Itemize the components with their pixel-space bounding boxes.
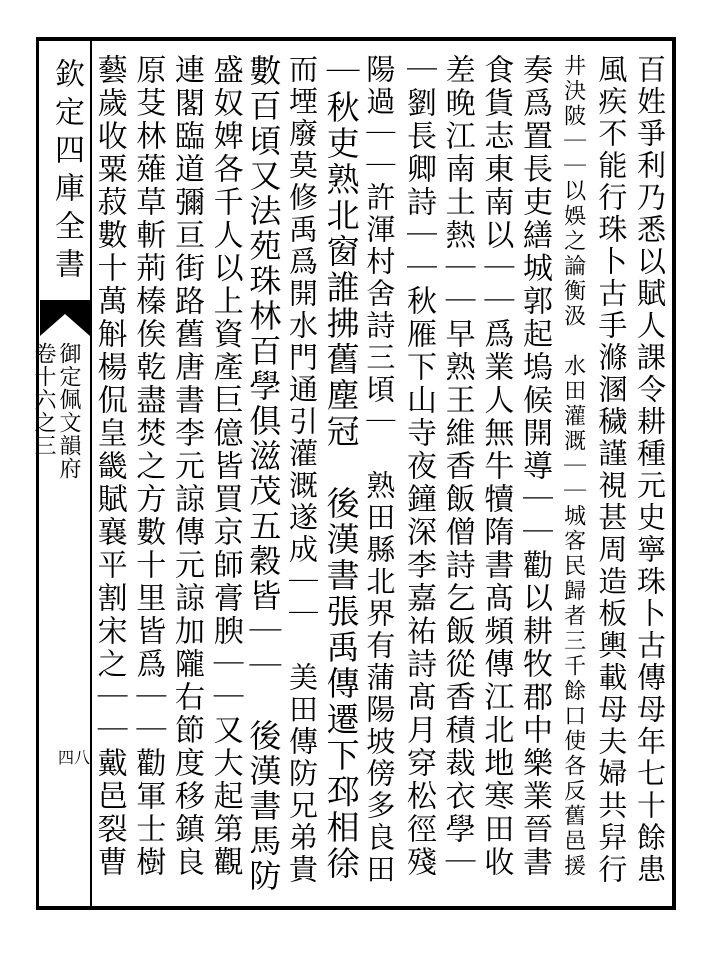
text-column: 連閣臨道彌亘街路舊唐書李元諒傳元諒加隴右節度移鎮良 [168, 54, 204, 879]
text-column: ｜秋吏熟北窗誰拂舊塵冠 後漢書張禹傳遷下邳相徐 [321, 54, 361, 882]
page-number: 四八 [58, 748, 91, 767]
book-title: 御定佩文韻府 [56, 342, 81, 480]
bottom-border [36, 906, 676, 910]
text-column: 原芟林薙草斬荊榛俟乾盡焚之方數十里皆爲｜｜勸軍士樹 [130, 54, 166, 879]
text-column: 井決陂｜｜以娛之論衡汲 水田灌溉｜｜城客民歸者三千餘口使各反舊邑援 [560, 54, 586, 879]
right-border [672, 37, 676, 910]
text-column: 數百頃又法苑珠林百學俱滋茂五穀皆｜｜ 後漢書馬防 [244, 54, 283, 894]
text-column: 而堙廢莫修禹爲開水門通引灌溉遂成｜｜ 美田傳防兄弟貴 [284, 54, 319, 886]
fishtail-mark-icon [40, 300, 90, 336]
left-border [36, 37, 39, 910]
book-title-margin [55, 342, 81, 480]
volume-label-margin [30, 342, 56, 457]
volume-label: 卷十六之三 [31, 342, 56, 457]
text-column: 奏爲置長吏繕城郭起塢候開導｜｜勸以耕牧郡中樂業晉書 [516, 54, 552, 879]
text-column: 藝歲收粟菽數十萬斛楊侃皇畿賦襄平割宋之｜｜戴邑裂曹 [91, 54, 127, 879]
text-column: 風疾不能行珠卜古手滌溷穢謹視甚周造板輿載母夫婦共舁行 [594, 54, 629, 886]
text-column: 食貨志東南以｜｜爲業人無牛犢隋書髙頻傳江北地寒田收 [478, 54, 514, 879]
top-border [36, 37, 676, 41]
text-column: 百姓爭利乃悉以賦人課令耕種元史寧珠卜古傳母年七十餘患 [632, 54, 667, 886]
text-column: 差晚江南土熱｜｜早熟王維香飯僧詩乞飯從香積裁衣學｜ [439, 54, 475, 879]
text-column: ｜劉長卿詩｜｜秋雁下山寺夜鐘深李嘉祐詩髙月穿松徑殘 [400, 54, 436, 879]
text-column: 陽過｜｜許渾村舍詩三頃｜ 熟田縣北界有蒲陽坡傍多良田 [362, 54, 397, 886]
collection-title: 欽定四庫全書 [49, 58, 84, 286]
text-column: 盛奴婢各千人以上資產巨億皆買京師膏腴｜｜又大起第觀 [207, 54, 243, 879]
